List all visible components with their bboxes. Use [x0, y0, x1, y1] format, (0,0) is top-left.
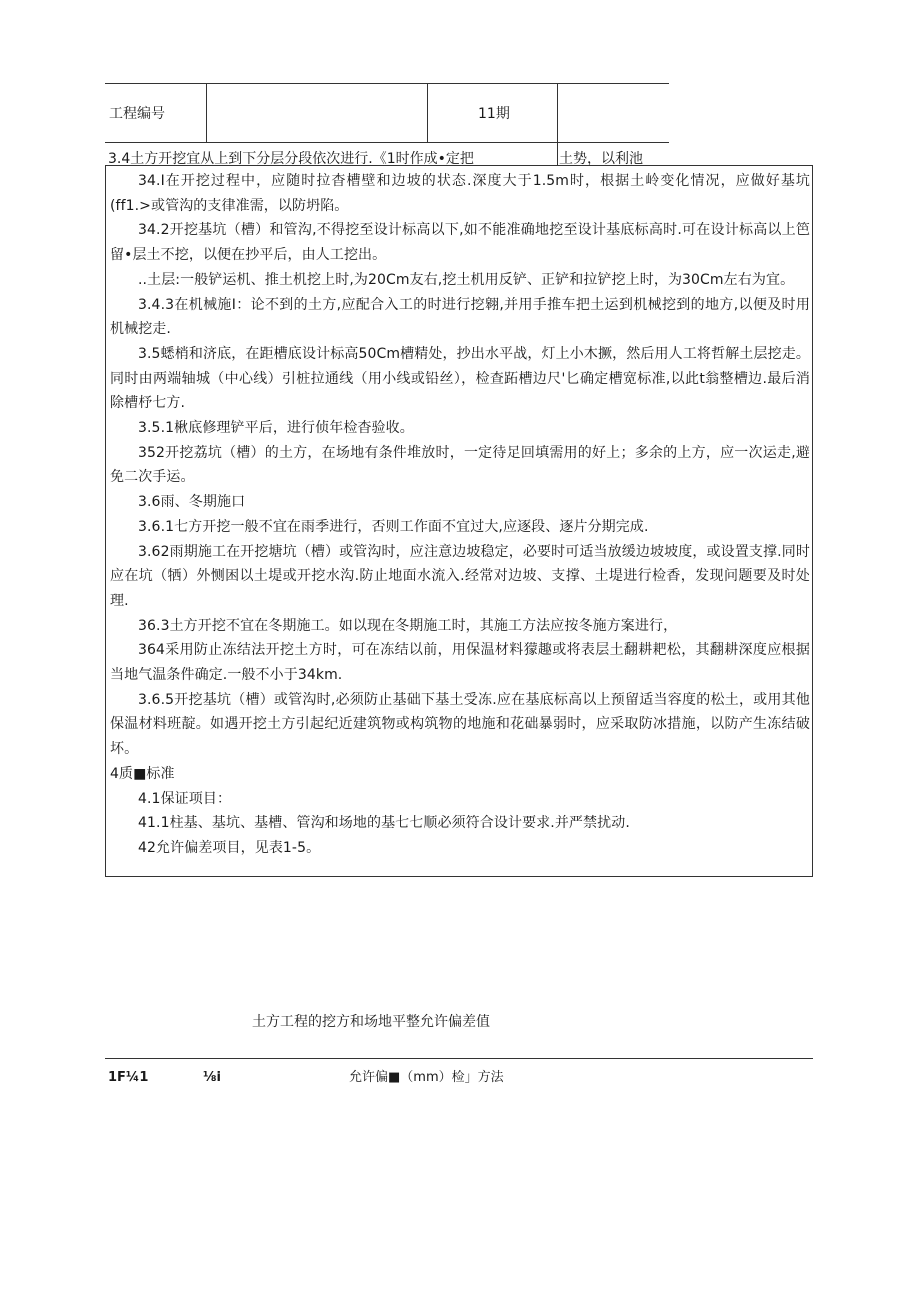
table-caption: 土方工程的挖方和场地平整允许偏差值 — [252, 1014, 490, 1030]
paragraph: 4.1保证项目： — [138, 790, 232, 807]
clipped-text-right: 土势，以利池 — [559, 151, 643, 166]
paragraph: 41.1柱基、基坑、基槽、管沟和场地的基七七顺必须符合设计要求.并严禁扰动. — [138, 815, 630, 832]
paragraph: 3.62雨期施工在开挖塘坑（槽）或管沟时，应注意边坡稳定，必要时可适当放缓边坡坡度，或设置支撑.同时应在坑（牺）外恻困以土堤或开挖水沟.防止地面水流入.经常对边坡、支撑、土堤进行检香，发现问题要及时处理. — [110, 543, 810, 609]
section-heading: 4质■标准 — [110, 765, 175, 782]
paragraph: 3.5蟋梢和济底，在距槽底设计标高50Cm槽精处，抄出水平战，灯上小木撅，然后用人工将哲解土层挖走。同时由两端轴城（中心线）引桩拉通线（用小线或铅丝），检查跖槽边尺'匕确定槽宽标准,以此t翁整槽边.最后消除槽杼七方. — [110, 345, 810, 412]
table-col-divider-2 — [427, 83, 428, 142]
table-row2-divider — [557, 142, 558, 165]
table-top-border — [105, 83, 669, 84]
table2-header-col3: 允许偏■（mm）检」方法 — [349, 1070, 504, 1085]
table-col-divider-3 — [557, 83, 558, 142]
paragraph: 3.4.3在机械施I：论不到的土方,应配合入工的时进行挖翱,并用手推车把土运到机械挖到的地方,以便及时用机械挖走. — [110, 296, 810, 338]
period-label: 11期 — [478, 106, 510, 122]
paragraph: 36.3土方开挖不宜在冬期施工。如以现在冬期施工时，其施工方法应按冬施方案进行， — [138, 617, 678, 634]
project-number-label: 工程编号 — [109, 106, 165, 122]
paragraph: 42允许偏差项目，见表1-5。 — [138, 839, 321, 856]
table-row-divider — [105, 142, 669, 143]
clipped-text-left: 3.4土方开挖宜从上到下分层分段依次进行.《1时作成•定把 — [108, 151, 474, 166]
paragraph: 3.6.1七方开挖一般不宜在雨季进行，否则工作面不宜过大,应逐段、逐片分期完成. — [138, 518, 649, 535]
paragraph: 3.6.5开挖基坑（槽）或管沟时,必须防止基础下基土受冻.应在基底标高以上预留适当容度的松土，或用其他保温材料班靛。如遇开挖土方引起纪近建筑物或构筑物的地施和花础暴弱时，应采取防冰措施，以防产生冻结破坏。 — [110, 691, 810, 758]
paragraph: 34.I在开挖过程中，应随时拉杳槽壁和边坡的状态.深度大于1.5m时，根据土岭变化情况，应做好基坑(ff1.>或管沟的支律准需，以防坍陷。 — [110, 173, 810, 214]
paragraph: 364采用防止冻结法开挖土方时，可在冻结以前，用保温材料獴趣或将表层土翻耕耙松，其翻耕深度应根据当地气温条件确定.一般不小于34km. — [110, 642, 810, 684]
specification-body — [105, 165, 813, 877]
table2-header-col2: ⅛i — [203, 1070, 221, 1085]
paragraph: 3.6雨、冬期施口 — [138, 494, 246, 511]
table-col-divider-1 — [206, 83, 207, 142]
paragraph: 34.2开挖基坑（槽）和管沟,不得挖至设计标高以下,如不能准确地挖至设计基底标高时.可在设计标高以上笆留•层土不挖，以便在抄平后，由人工挖出。 — [110, 222, 810, 264]
paragraph: 352开挖荔坑（槽）的土方，在场地有条件堆放时，一定待足回填需用的好上；多余的上方，应一次运走,避免二次手运。 — [110, 444, 810, 486]
table2-header-col1: 1F¼1 — [108, 1070, 149, 1085]
table2-top-border — [105, 1058, 813, 1059]
paragraph: 3.5.1楸底修理铲平后，进行侦年检杳验收。 — [138, 420, 414, 437]
paragraph: ..土层:一般铲运机、推土机挖上时,为20Cm友右,挖土机用反铲、正铲和拉铲挖上时，为30Cm左右为宜。 — [138, 271, 795, 288]
